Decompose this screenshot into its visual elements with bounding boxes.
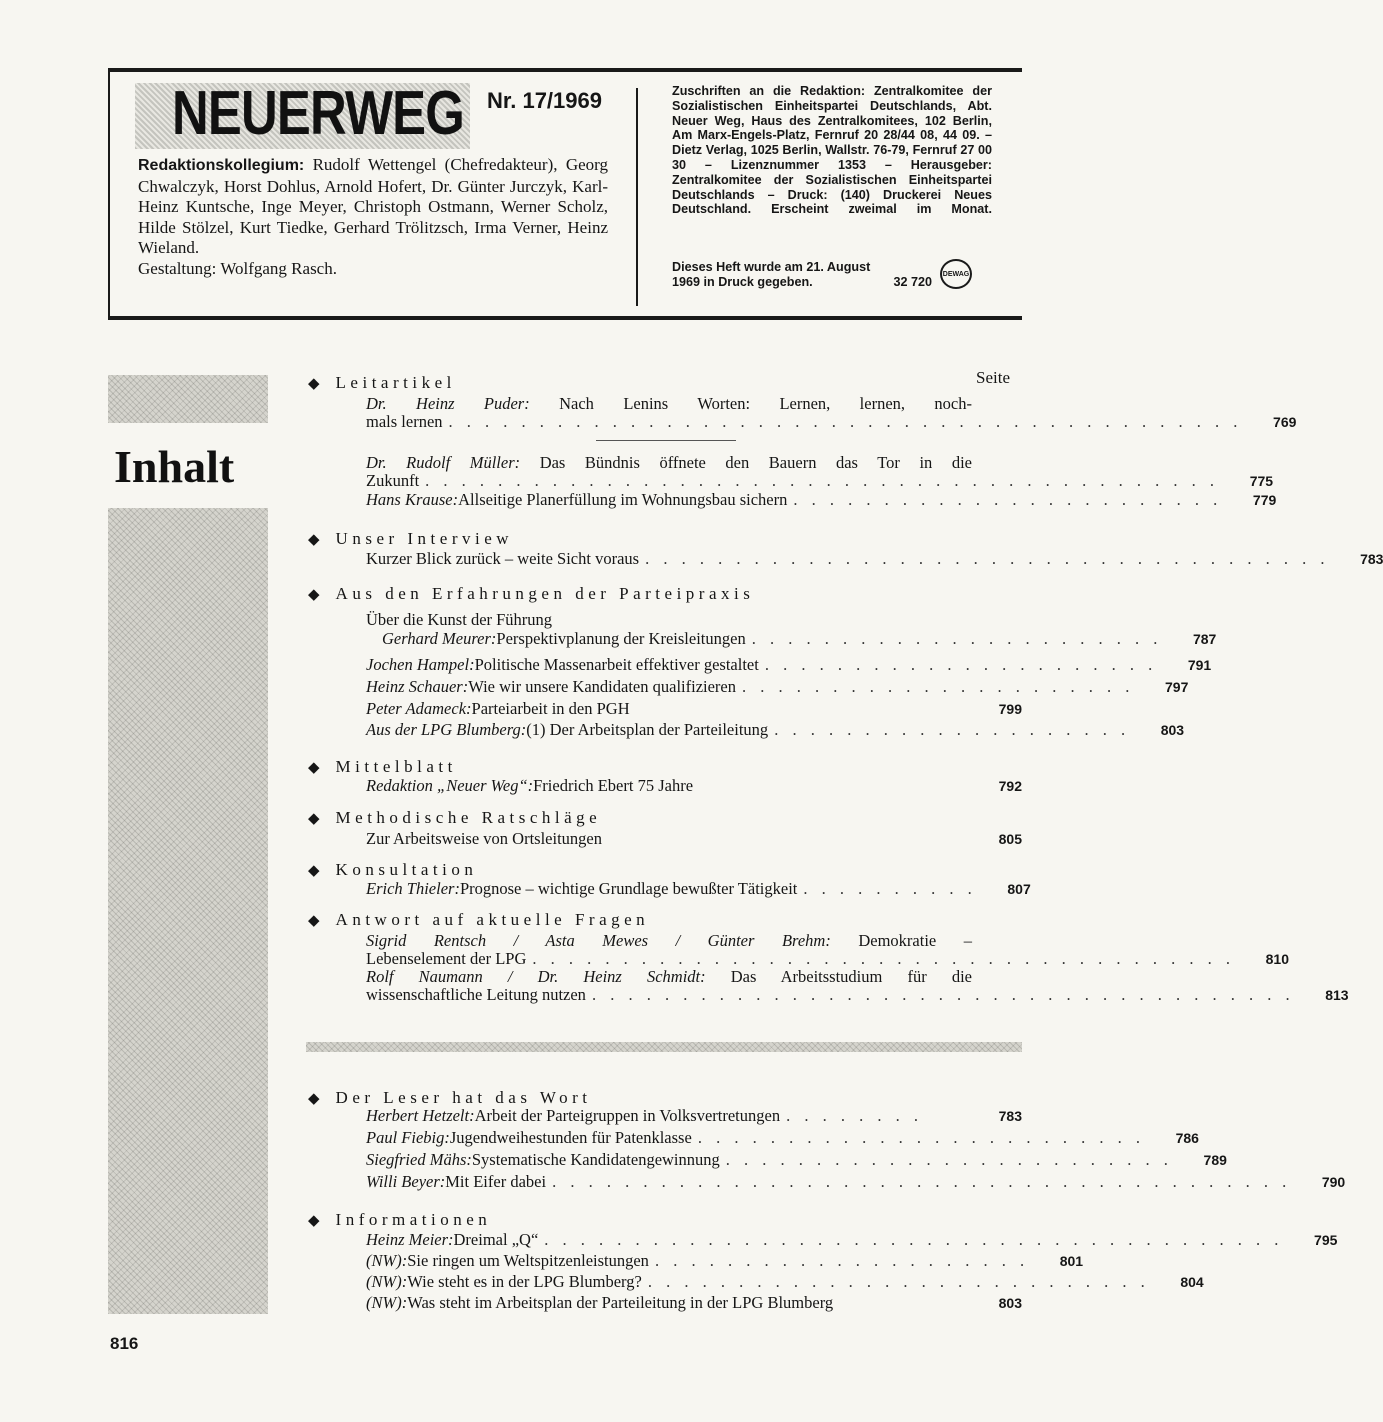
issue-number: Nr. 17/1969 <box>487 88 602 113</box>
toc-entry[interactable]: Jochen Hampel: Politische Massenarbeit effektiver gestaltet . . . . . . . . . . . . . . . . . . . . . . 791 <box>366 655 1212 674</box>
print-note <box>672 260 932 290</box>
dot-leader: . . . . . . . . . . . . . . . . . . . . . . . . . . . . . . . . . . . . . . . . . <box>544 1230 1284 1249</box>
diamond-icon: ◆ <box>308 1213 320 1229</box>
section-heading: ◆ Konsultation <box>308 860 478 879</box>
dot-leader: . . . . . . . . . . . . . . . . . . . . . . <box>742 677 1135 696</box>
toc-entry[interactable]: Erich Thieler: Prognose – wichtige Grundlage bewußter Tätigkeit . . . . . . . . . . 807 <box>366 879 1031 898</box>
masthead-divider <box>636 88 638 306</box>
toc-entry[interactable]: (NW): Wie steht es in der LPG Blumberg? . . . . . . . . . . . . . . . . . . . . . . . . . . . . 804 <box>366 1272 1204 1291</box>
page-number-ref: 805 <box>998 831 1022 847</box>
toc-entry[interactable]: Kurzer Blick zurück – weite Sicht voraus . . . . . . . . . . . . . . . . . . . . . . . . . . . . . . . . . . . . . . 783 <box>366 549 1383 568</box>
page-number-ref: 807 <box>1007 881 1031 897</box>
toc-entry[interactable]: Peter Adameck: Parteiarbeit in den PGH 799 <box>366 699 1022 718</box>
page-number-ref: 799 <box>998 701 1022 717</box>
dot-leader <box>636 700 968 718</box>
editorial-board <box>138 155 608 279</box>
page-number-ref: 803 <box>1160 722 1185 738</box>
toc-entry[interactable]: Sigrid Rentsch / Asta Mewes / Günter Brehm: Demokratie – Lebenselement der LPG . . . . . . . . . . . . . . . . . . . . . . . . . . . . . . . . . . . . . . . 810 <box>366 931 1289 968</box>
print-code: 32 720 <box>893 275 932 289</box>
dot-leader: . . . . . . . . . . . . . . . . . . . . . . <box>764 655 1158 674</box>
toc-entry[interactable]: Gerhard Meurer: Perspektivplanung der Kreisleitungen . . . . . . . . . . . . . . . . . . . . . . . 787 <box>382 629 1217 648</box>
page-number-ref: 786 <box>1175 1130 1199 1146</box>
dot-leader <box>699 777 968 795</box>
texture-block-top <box>108 375 268 423</box>
dot-leader: . . . . . . . . . . <box>803 879 977 898</box>
section-heading: ◆ Mittelblatt <box>308 757 457 776</box>
dot-leader: . . . . . . . . . . . . . . . . . . . . . . . . . . . . . . . . . . . . . . . <box>591 985 1295 1004</box>
section-heading: ◆ Unser Interview <box>308 529 514 548</box>
page-number-ref: 813 <box>1325 987 1349 1003</box>
section-heading: ◆ Informationen <box>308 1210 492 1229</box>
diamond-icon: ◆ <box>308 1091 320 1107</box>
dot-leader: . . . . . . . . . . . . . . . . . . . . . . . . . <box>725 1150 1173 1169</box>
dot-leader: . . . . . . . . . . . . . . . . . . . . . <box>654 1251 1030 1270</box>
page-number-ref: 789 <box>1203 1152 1227 1168</box>
dot-leader: . . . . . . . . . . . . . . . . . . . . <box>774 720 1131 739</box>
page-number-ref: 801 <box>1059 1253 1084 1269</box>
diamond-icon: ◆ <box>308 532 320 548</box>
dot-leader: . . . . . . . . . . . . . . . . . . . . . . . . . . . . . . . . . . . . . . . . . . . . <box>448 412 1243 431</box>
page-number-ref: 797 <box>1165 679 1189 695</box>
dot-leader: . . . . . . . . . . . . . . . . . . . . . . . . <box>793 490 1223 509</box>
diamond-icon: ◆ <box>308 760 320 776</box>
toc-entry[interactable]: Redaktion „Neuer Weg“: Friedrich Ebert 75 Jahre 792 <box>366 776 1022 795</box>
dewag-logo-icon: DEWAG <box>940 259 972 289</box>
toc-entry[interactable]: (NW): Sie ringen um Weltspitzenleistungen . . . . . . . . . . . . . . . . . . . . . 801 <box>366 1251 1084 1270</box>
design-credit: Gestaltung: Wolfgang Rasch. <box>138 258 337 278</box>
toc-entry[interactable]: Dr. Heinz Puder: Nach Lenins Worten: Lernen, lernen, noch- mals lernen . . . . . . . . . . . . . . . . . . . . . . . . . . . . . . . . . . . . . . . . . . . . 769 <box>366 394 1297 431</box>
dot-leader: . . . . . . . . . . . . . . . . . . . . . . . . . . . . . . . . . . . . . . <box>645 549 1330 568</box>
page-number-ref: 810 <box>1265 951 1289 967</box>
diamond-icon: ◆ <box>308 863 320 879</box>
diamond-icon: ◆ <box>308 811 320 827</box>
toc-entry[interactable]: Heinz Meier: Dreimal „Q“ . . . . . . . . . . . . . . . . . . . . . . . . . . . . . . . . . . . . . . . . . 795 <box>366 1230 1338 1249</box>
section-heading: ◆ Leitartikel <box>308 373 456 392</box>
page-number-ref: 775 <box>1249 473 1274 489</box>
imprint-text: Zuschriften an die Redaktion: Zentralkomitee der Sozialistischen Einheitspartei Deutschlands, Abt. Neuer Weg, Haus des Zentralkomitees, 102 Berlin, Am Marx-Engels-Platz, Fernruf 20 28/44 08, 44 09. – Dietz Verlag, 1025 Berlin, Wallstr. 76-79, Fernruf 27 00 30 – Lizenznummer 1353 – Herausgeber: Zentralkomitee der Sozialistischen Einheitspartei Deutschlands – Druck: (140) Druckerei Neues Deutschland. Erscheint zweimal im Monat. <box>672 84 992 217</box>
toc-entry[interactable]: Dr. Rudolf Müller: Das Bündnis öffnete den Bauern das Tor in die Zukunft . . . . . . . . . . . . . . . . . . . . . . . . . . . . . . . . . . . . . . . . . . . . 775 <box>366 453 1274 490</box>
dot-leader: . . . . . . . . . . . . . . . . . . . . . . . . . . . . <box>647 1272 1150 1291</box>
toc-entry[interactable]: Rolf Naumann / Dr. Heinz Schmidt: Das Arbeitsstudium für die wissenschaftliche Leitung nutzen . . . . . . . . . . . . . . . . . . . . . . . . . . . . . . . . . . . . . . . 813 <box>366 967 1349 1004</box>
separator-rule <box>596 440 736 441</box>
dot-leader: . . . . . . . . . . . . . . . . . . . . . . . . . . . . . . . . . . . . . . . . . <box>552 1172 1292 1191</box>
dot-leader: . . . . . . . . . . . . . . . . . . . . . . . <box>751 629 1163 648</box>
page-number-ref: 769 <box>1273 414 1297 430</box>
section-heading: ◆ Antwort auf aktuelle Fragen <box>308 910 650 929</box>
page-column-label: Seite <box>976 368 1010 387</box>
toc-entry[interactable]: Paul Fiebig: Jugendweihestunden für Patenklasse . . . . . . . . . . . . . . . . . . . . . . . . . 786 <box>366 1128 1199 1147</box>
page-number: 816 <box>110 1334 139 1353</box>
print-note-line-1: Dieses Heft wurde am 21. August <box>672 260 871 274</box>
section-heading: ◆ Der Leser hat das Wort <box>308 1088 592 1107</box>
magazine-logo: NEUERWEG <box>172 79 464 148</box>
editorial-label: Redaktionskollegium: <box>138 157 305 174</box>
toc-subheading: Über die Kunst der Führung <box>366 610 553 629</box>
dot-leader <box>833 1294 974 1312</box>
toc-entry[interactable]: Aus der LPG Blumberg: (1) Der Arbeitsplan der Parteileitung . . . . . . . . . . . . . . . . . . . . 803 <box>366 720 1185 739</box>
page-number-ref: 790 <box>1321 1174 1346 1190</box>
toc-entry[interactable]: (NW): Was steht im Arbeitsplan der Parteileitung in der LPG Blumberg 803 <box>366 1293 1022 1312</box>
page-number-ref: 783 <box>998 1108 1022 1124</box>
page-number-ref: 779 <box>1252 492 1277 508</box>
page-number-ref: 795 <box>1314 1232 1338 1248</box>
page-number-ref: 792 <box>998 778 1022 794</box>
dot-leader: . . . . . . . . . . . . . . . . . . . . . . . . . <box>697 1128 1145 1147</box>
diamond-icon: ◆ <box>308 376 320 392</box>
toc-title: Inhalt <box>114 441 235 492</box>
dot-leader: . . . . . . . . <box>786 1106 923 1125</box>
section-heading: ◆ Aus den Erfahrungen der Parteipraxis <box>308 584 755 603</box>
toc-entry[interactable]: Herbert Hetzelt: Arbeit der Parteigruppen in Volksvertretungen . . . . . . . . 783 <box>366 1106 1022 1125</box>
toc-entry[interactable]: Hans Krause: Allseitige Planerfüllung im Wohnungsbau sichern . . . . . . . . . . . . . . . . . . . . . . . . 779 <box>366 490 1277 509</box>
dot-leader <box>608 830 968 848</box>
page-number-ref: 783 <box>1360 551 1383 567</box>
page-number-ref: 787 <box>1192 631 1217 647</box>
page-number-ref: 804 <box>1180 1274 1204 1290</box>
page-number-ref: 803 <box>998 1295 1022 1311</box>
print-note-line-2: 1969 in Druck gegeben. <box>672 275 813 289</box>
texture-column <box>108 508 268 1314</box>
section-heading: ◆ Methodische Ratschläge <box>308 808 602 827</box>
toc-entry[interactable]: Willi Beyer: Mit Eifer dabei . . . . . . . . . . . . . . . . . . . . . . . . . . . . . . . . . . . . . . . . . 790 <box>366 1172 1346 1191</box>
texture-divider <box>306 1042 1022 1052</box>
toc-entry[interactable]: Heinz Schauer: Wie wir unsere Kandidaten qualifizieren . . . . . . . . . . . . . . . . . . . . . . 797 <box>366 677 1189 696</box>
editorial-names: Rudolf Wettengel (Chefredakteur), Georg Chwalczyk, Horst Dohlus, Arnold Hofert, Dr. Günter Jurczyk, Karl-Heinz Kuntsche, Inge Meyer, Christoph Ostmann, Werner Scholz, Hilde Stölzel, Kurt Tiedke, Gerhard Trölitzsch, Irma Verner, Heinz Wieland. <box>138 155 608 257</box>
page-number-ref: 791 <box>1187 657 1212 673</box>
diamond-icon: ◆ <box>308 587 320 603</box>
dot-leader: . . . . . . . . . . . . . . . . . . . . . . . . . . . . . . . . . . . . . . . . . . . . <box>425 471 1220 490</box>
toc-entry[interactable]: Zur Arbeitsweise von Ortsleitungen 805 <box>366 829 1022 848</box>
diamond-icon: ◆ <box>308 913 320 929</box>
dot-leader: . . . . . . . . . . . . . . . . . . . . . . . . . . . . . . . . . . . . . . . <box>532 949 1235 968</box>
toc-entry[interactable]: Siegfried Mähs: Systematische Kandidatengewinnung . . . . . . . . . . . . . . . . . . . . . . . . . 789 <box>366 1150 1227 1169</box>
